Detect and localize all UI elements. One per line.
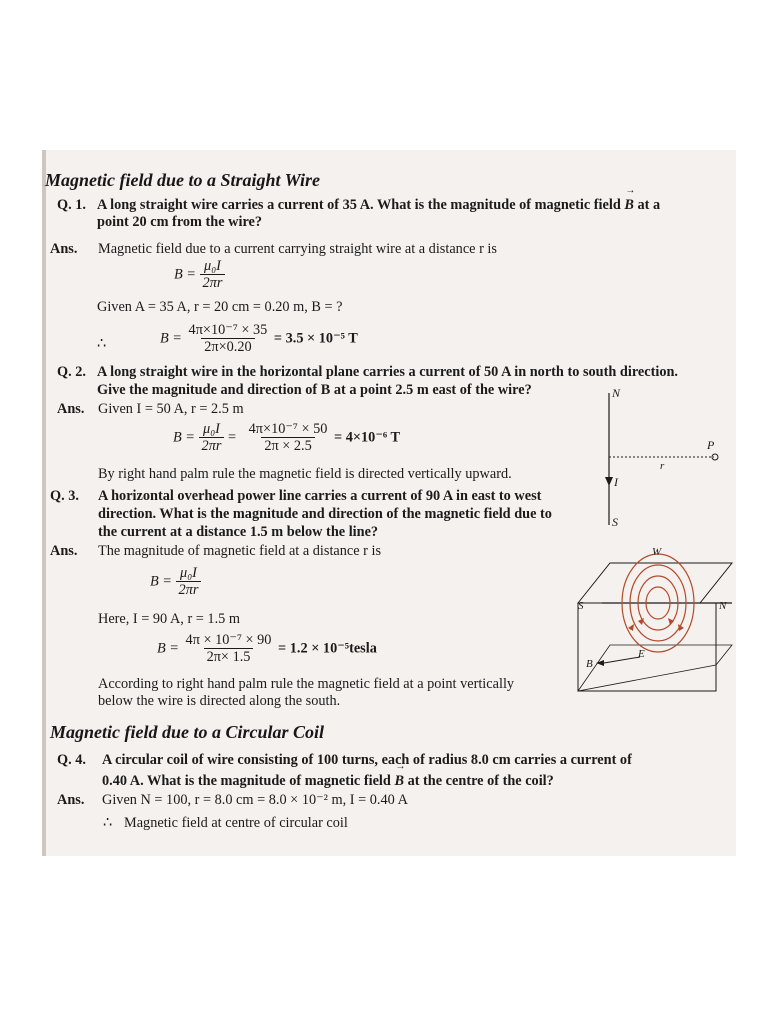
q1-ans-line: Magnetic field due to a current carrying straight wire at a distance r is <box>98 241 497 257</box>
q2-fig-label-n: N <box>612 386 621 400</box>
q3-fig-label-s: S <box>578 600 584 612</box>
q4-text-line1: A circular coil of wire consisting of 100 turns, each of radius 8.0 cm carries a current of <box>102 752 632 768</box>
q2-current-arrow <box>605 477 613 486</box>
q3-here: Here, I = 90 A, r = 1.5 m <box>98 611 240 627</box>
therefore-symbol: ∴ <box>97 336 107 352</box>
q3-field-diagram <box>576 545 734 697</box>
q4-text-line2: 0.40 A. What is the magnitude of magnetic field → B at the centre of the coil? <box>102 773 554 790</box>
q3-fig-label-w: W <box>652 546 662 558</box>
q2-number: Q. 2. <box>57 364 86 380</box>
q1-text-line2: point 20 cm from the wire? <box>97 214 263 230</box>
q3-fig-label-n: N <box>719 600 727 612</box>
q3-rule-line2: below the wire is directed along the south. <box>98 693 341 709</box>
q3-rule-line1: According to right hand palm rule the magnetic field at a point vertically <box>98 676 515 692</box>
q4-number: Q. 4. <box>57 752 86 768</box>
q3-field-arrows <box>628 618 684 631</box>
q3-fig-label-e: E <box>638 648 645 660</box>
q1-number: Q. 1. <box>57 197 86 213</box>
q2-calculation: B = $\frac{\text{μ₀I}}{2\pi r}$ = $\frac{\text{4π×10⁻⁷ × 50}}{2\pi \times 2.5}$ = 4×10⁻⁶ T <box>173 421 400 454</box>
q1-given: Given A = 35 A, r = 20 cm = 0.20 m, B = ? <box>97 299 343 315</box>
q4-next-line: Magnetic field at centre of circular coil <box>124 815 348 831</box>
q1-ans-label: Ans. <box>50 241 78 257</box>
page-margin-shadow <box>42 150 46 856</box>
q3-text-line1: A horizontal overhead power line carries a current of 90 A in east to west <box>98 488 542 504</box>
q3-fig-label-b: B <box>586 658 593 670</box>
q3-text-line3: the current at a distance 1.5 m below the line? <box>98 524 379 540</box>
q3-number: Q. 3. <box>50 488 79 504</box>
q3-formula: B = $\frac{\text{μ₀I}}{2\pi r}$ <box>150 566 201 598</box>
section-heading-straight-wire: Magnetic field due to a Straight Wire <box>45 170 321 190</box>
q3-ans-line: The magnitude of magnetic field at a distance r is <box>98 543 382 559</box>
q2-given: Given I = 50 A, r = 2.5 m <box>98 401 244 417</box>
q2-point-p <box>712 454 718 460</box>
section-heading-circular-coil: Magnetic field due to a Circular Coil <box>50 722 325 742</box>
q3-field-arrow-1 <box>628 624 634 631</box>
q3-b-arrow-line <box>604 657 640 663</box>
q2-ans-label: Ans. <box>57 401 85 417</box>
q2-wire-diagram <box>596 385 726 535</box>
q2-text-line2: Give the magnitude and direction of B at a point 2.5 m east of the wire? <box>97 382 532 398</box>
q3-calculation: B = $\frac{\text{4π × 10⁻⁷ × 90}}{2\pi\times 1.5}$ = 1.2 × 10⁻⁵tesla <box>157 632 377 665</box>
q3-text-line2: direction. What is the magnitude and direction of the magnetic field due to <box>98 506 552 522</box>
q4-given: Given N = 100, r = 8.0 cm = 8.0 × 10⁻² m, I = 0.40 A <box>102 792 408 808</box>
q4-ans-label: Ans. <box>57 792 85 808</box>
q2-rule: By right hand palm rule the magnetic field is directed vertically upward. <box>98 466 512 482</box>
q4-therefore: ∴ <box>103 815 113 831</box>
q3-field-arrow-4 <box>668 618 674 625</box>
q1-calculation: B = $\frac{\text{4π×10⁻⁷ × 35}}{2\pi\times 0.20}$ = 3.5 × 10⁻⁵ T <box>160 322 358 355</box>
q2-fig-label-r: r <box>660 460 665 472</box>
q2-fig-label-p: P <box>707 438 715 452</box>
q2-fig-label-s: S <box>612 515 618 529</box>
q3-ans-label: Ans. <box>50 543 78 559</box>
q3-horizontal-plane-top <box>578 563 732 603</box>
q2-text-line1: A long straight wire in the horizontal plane carries a current of 50 A in north to south direction. <box>97 364 678 380</box>
q1-formula: B = $\frac{\text{μ₀I}}{2\pi r}$ <box>174 259 225 291</box>
q2-fig-label-i: I <box>614 475 618 489</box>
q1-text: A long straight wire carries a current of 35 A. What is the magnitude of magnetic field → B at a <box>97 197 660 214</box>
q3-b-arrowhead <box>596 660 604 666</box>
